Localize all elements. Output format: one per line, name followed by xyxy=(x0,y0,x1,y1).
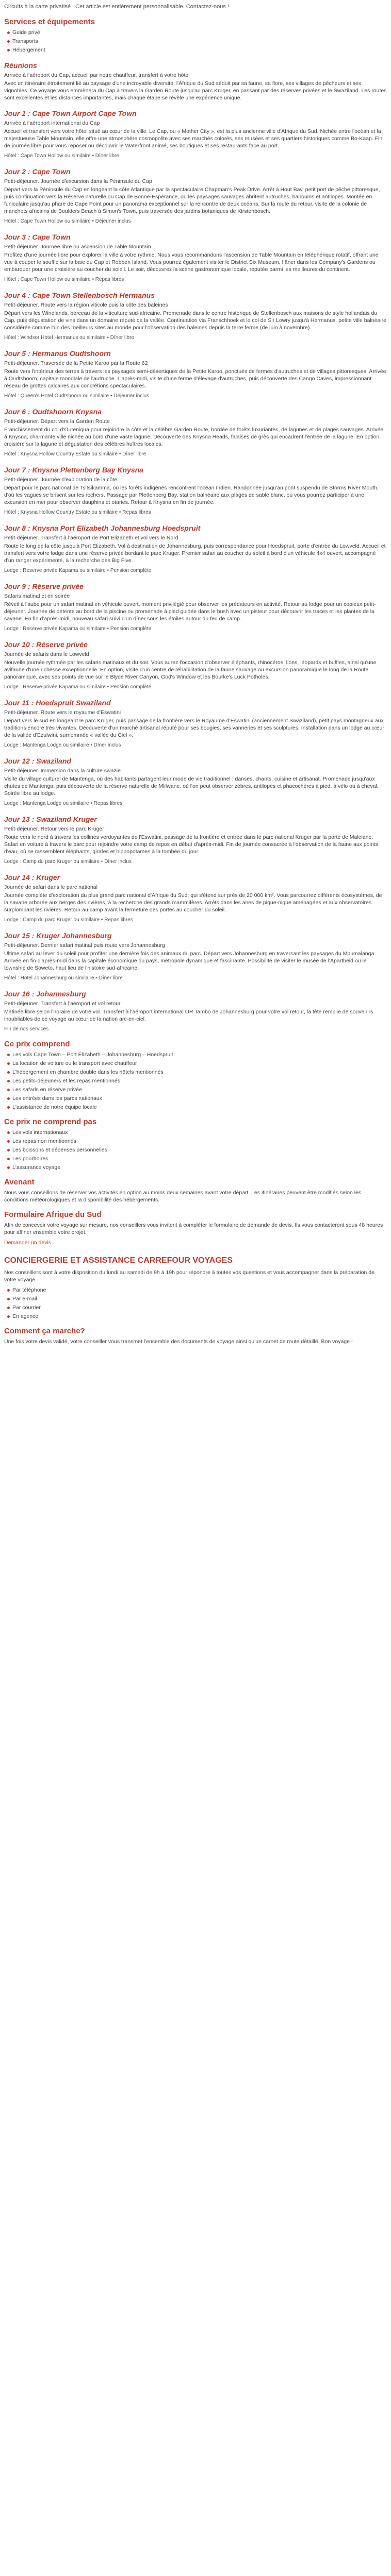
list-item: Les repas non mentionnés xyxy=(6,1138,387,1145)
day-route: Petit-déjeuner. Transfert à l'aéroport et vol retour xyxy=(4,1001,121,1007)
day-accommodation: Hôtel : Cape Town Hollow ou similaire • Repas libres xyxy=(4,277,124,282)
form-text: Afin de concevoir votre voyage sur mesure, nos conseillers vous invitent à compléter le formulaire de demande de devis. Ils vous contacteront sous 48 heures pour affiner ensemble votre projet. xyxy=(4,1222,383,1235)
day-route: Safaris matinal et en soirée xyxy=(4,593,70,599)
day-title: Jour 2 : Cape Town xyxy=(4,167,71,176)
day-accommodation: Hôtel : Knysna Hollow Country Estate ou similaire • Dîner libre xyxy=(4,451,146,457)
day-route: Petit-déjeuner. Transfert à l'aéroport de Port Elizabeth et vol vers le Nord xyxy=(4,535,178,541)
day-route: Petit-déjeuner. Dernier safari matinal puis route vers Johannesburg xyxy=(4,942,165,948)
day-description: Départ vers les Winelands, berceau de la viticulture sud-africaine. Promenade dans le centre historique de Stellenbosch aux maisons de style hollandais du Cap, puis dégustation de vins dans un domaine réputé de la vallée. Continuation via Franschhoek et le col de Sir Lowry jusqu'à Hermanus, petite ville balnéaire considérée comme l'un des meilleurs sites au monde pour l'observation des baleines depuis la terre ferme (de juin à novembre). xyxy=(4,310,386,331)
list-item: L'hébergement en chambre double dans les hôtels mentionnés xyxy=(6,1069,387,1076)
closing-title: Comment ça marche? xyxy=(4,1327,85,1335)
list-item: Les entrées dans les parcs nationaux xyxy=(6,1095,387,1102)
list-item: Par courrier xyxy=(6,1304,387,1311)
day-description: Profitez d'une journée libre pour explorer la ville à votre rythme. Nous vous recommandons l'ascension de Table Mountain en téléphérique rotatif, offrant une vue à couper le souffle sur la baie du Cap et Robben Island. Vous pourrez également visiter le District Six Museum, flâner dans les Company's Gardens ou embarquer pour une croisière au coucher du soleil. Le soir, découvrez la scène gastronomique locale, réputée parmi les meilleures du continent. xyxy=(4,252,379,273)
day-title: Jour 14 : Kruger xyxy=(4,873,60,882)
day-title: Jour 10 : Réserve privée xyxy=(4,640,88,649)
day-accommodation: Lodge : Reserve privée Kapama ou similaire • Pension complète xyxy=(4,626,152,632)
day-route: Petit-déjeuner. Journée d'exploration de la côte xyxy=(4,477,118,483)
notice-title: Avenant xyxy=(4,1178,35,1187)
day-title: Jour 16 : Johannesburg xyxy=(4,990,86,998)
day-accommodation: Hôtel : Cape Town Hollow ou similaire • Déjeuner inclus xyxy=(4,218,131,224)
list-item: Par e-mail xyxy=(6,1295,387,1302)
closing-text: Une fois votre devis validé, votre conseiller vous transmet l'ensemble des documents de voyage ainsi qu'un carnet de route détaillé. Bon voyage ! xyxy=(4,1338,353,1345)
day-description: Nouvelle journée rythmée par les safaris matinaux et du soir. Vous aurez l'occasion d'observer éléphants, rhinocéros, lions, léopards et buffles, ainsi qu'une avifaune d'une richesse exceptionnelle. En option, visite d'un centre de réhabilitation de la faune sauvage ou excursion panoramique le long de la Route panoramique, avec ses points de vue sur le Blyde River Canyon, God's Window et les Bourke's Luck Potholes. xyxy=(4,659,377,680)
day-route: Journée de safaris dans le Lowveld xyxy=(4,651,89,657)
day-title: Jour 15 : Kruger Johannesburg xyxy=(4,931,112,940)
day-title: Jour 7 : Knysna Plettenberg Bay Knysna xyxy=(4,466,143,474)
day-description: Route le long de la côte jusqu'à Port Elizabeth. Vol à destination de Johannesburg, puis correspondance pour Hoedspruit, porte d'entrée du Lowveld. Accueil et transfert vers votre lodge dans une réserve privée bordant le parc Kruger. Premier safari au coucher du soleil à bord d'un véhicule 4x4 ouvert, accompagné d'un ranger expérimenté, à la recherche des Big Five. xyxy=(4,543,386,564)
day-description: Route vers l'intérieur des terres à travers les paysages semi-désertiques de la Petite Karoo, ponctués de fermes d'autruches et de villages pittoresques. Arrivée à Oudtshoorn, capitale mondiale de l'autruche. L'après-midi, visite d'une ferme d'élevage d'autruches, puis découverte des Cango Caves, impressionnant réseau de grottes calcaires aux concrétions spectaculaires. xyxy=(4,368,386,389)
day-description: Départ pour le parc national de Tsitsikamma, où les forêts indigènes rencontrent l'océan Indien. Randonnée jusqu'au pont suspendu de Storms River Mouth, d'où les vagues se brisent sur les rochers. Passage par Plettenberg Bay, station balnéaire aux plages de sable blanc, où vous pourrez participer à une excursion en mer pour observer dauphins et otaries. Retour à Knysna en fin de journée. xyxy=(4,485,379,505)
list-item: Hébergement xyxy=(6,46,387,54)
day-route: Petit-déjeuner. Retour vers le parc Kruger xyxy=(4,826,104,832)
day-title: Jour 9 : Réserve privée xyxy=(4,582,84,590)
list-item: L'assistance de notre équipe locale xyxy=(6,1104,387,1111)
day-accommodation: Lodge : Camp du parc Kruger ou similaire • Repas libres xyxy=(4,917,133,923)
day-route: Petit-déjeuner. Immersion dans la culture swazie xyxy=(4,768,121,774)
list-item: L'assurance voyage xyxy=(6,1164,387,1171)
day-description: Visite du village culturel de Mantenga, où des habitants partagent leur mode de vie traditionnel : danses, chants, cuisine et artisanat. Promenade jusqu'aux chutes de Mantenga, puis découverte de la réserve naturelle de Mlilwane, où l'on peut observer zèbres, antilopes et phacochères à pied, à vélo ou à cheval. Soirée libre au lodge. xyxy=(4,776,379,796)
list-item: Par téléphone xyxy=(6,1286,387,1294)
contact-list xyxy=(6,1286,387,1320)
list-item: Guide privé xyxy=(6,29,387,36)
day-accommodation: Lodge : Reserve privée Kapama ou similaire • Pension complète xyxy=(4,568,152,573)
list-item: Les vols Cape Town – Port Elizabeth – Johannesburg – Hoedspruit xyxy=(6,1051,387,1058)
services-list xyxy=(6,29,387,54)
notice-text: Nous vous conseillons de réserver vos activités en option au moins deux semaines avant votre départ. Les itinéraires peuvent être modifiés selon les conditions météorologiques et la disponibilité des hébergements. xyxy=(4,1190,362,1203)
day-accommodation: Hôtel : Windsor Hotel Hermanus ou similaire • Dîner libre xyxy=(4,335,134,341)
day-accommodation: Lodge : Mantenga Lodge ou similaire • Repas libres xyxy=(4,801,123,806)
list-item: Les petits-déjeuners et les repas mentionnés xyxy=(6,1077,387,1084)
day-title: Jour 12 : Swaziland xyxy=(4,757,71,765)
day-accommodation: Hôtel : Knysna Hollow Country Estate ou similaire • Repas libres xyxy=(4,510,151,515)
arrival-line: Arrivée à l'aéroport du Cap, accueil par notre chauffeur, transfert à votre hôtel xyxy=(4,72,190,78)
day-title: Jour 5 : Hermanus Oudtshoorn xyxy=(4,349,111,358)
form-title: Formulaire Afrique du Sud xyxy=(4,1210,102,1219)
day-route: Arrivée à l'aéroport international du Cap xyxy=(4,120,100,126)
excluded-list xyxy=(6,1129,387,1171)
day-accommodation: Hôtel : Cape Town Hollow ou similaire • Dîner libre xyxy=(4,153,119,159)
day-description: Route vers le nord à travers les collines verdoyantes de l'Eswatini, passage de la frontière et entrée dans le parc national Kruger par la porte de Malelane. Safari en voiture à travers le parc pour rejoindre votre camp de repos en début d'après-midi. Fin de journée consacrée à l'observation de la faune aux points d'eau, où se rassemblent éléphants, girafes et hippopotames à la tombée du jour. xyxy=(4,834,378,855)
day-accommodation: Hôtel : Hotel Johannesburg ou similaire • Dîner libre xyxy=(4,975,123,981)
contact-text: Nos conseillers sont à votre disposition du lundi au samedi de 9h à 19h pour répondre à toutes vos questions et vous accompagner dans la préparation de votre voyage. xyxy=(4,1269,374,1283)
day-title: Jour 4 : Cape Town Stellenbosch Hermanus xyxy=(4,291,155,299)
day-title: Jour 8 : Knysna Port Elizabeth Johannesburg Hoedspruit xyxy=(4,524,201,532)
day-description: Journée complète d'exploration du plus grand parc national d'Afrique du Sud, qui s'étend sur près de 20 000 km². Vous parcourrez différents écosystèmes, de la savane arborée aux berges des rivières, à la recherche des grands mammifères. Arrêts dans les aires de pique-nique aménagées et aux observatoires surplombant les rivières. Retour au camp avant la fermeture des portes au coucher du soleil. xyxy=(4,892,382,913)
list-item: Transports xyxy=(6,38,387,45)
day-description: Matinée libre selon l'horaire de votre vol. Transfert à l'aéroport international OR Tambo de Johannesburg pour votre vol retour, la tête remplie de souvenirs inoubliables de ce voyage au cœur de la nation arc-en-ciel. xyxy=(4,1009,373,1022)
day-title: Jour 13 : Swaziland Kruger xyxy=(4,815,97,823)
day-accommodation: Lodge : Mantenga Lodge ou similaire • Dîner inclus xyxy=(4,742,121,748)
day-route: Petit-déjeuner. Journée d'excursion dans la Péninsule du Cap xyxy=(4,178,152,184)
day-description: Accueil et transfert vers votre hôtel situé au cœur de la ville. Le Cap, ou « Mother City », est la plus ancienne ville d'Afrique du Sud. Nichée entre l'océan et la majestueuse Table Mountain, elle offre une atmosphère cosmopolite avec ses marchés colorés, ses musées et ses quartiers historiques comme Bo-Kaap. Fin de journée libre pour vous reposer ou découvrir le Waterfront animé, ses boutiques et ses restaurants face au port. xyxy=(4,128,383,149)
day-description: Ultime safari au lever du soleil pour profiter une dernière fois des animaux du parc. Départ vers Johannesburg en traversant les paysages du Mpumalanga. Arrivée en fin d'après-midi dans la capitale économique du pays, métropole dynamique et fascinante. Possibilité de visiter le musée de l'Apartheid ou le township de Soweto, haut lieu de l'histoire sud-africaine. xyxy=(4,951,376,971)
included-title: Ce prix comprend xyxy=(4,1040,70,1048)
day-route: Petit-déjeuner. Traversée de la Petite Karoo par la Route 62 xyxy=(4,360,148,366)
contact-heading: CONCIERGERIE ET ASSISTANCE CARREFOUR VOYAGES xyxy=(4,1256,233,1265)
list-item: En agence xyxy=(6,1313,387,1320)
arrival-title: Réunions xyxy=(4,61,37,70)
excluded-title: Ce prix ne comprend pas xyxy=(4,1117,97,1126)
day-title: Jour 1 : Cape Town Airport Cape Town xyxy=(4,109,137,117)
list-item: Les vols internationaux xyxy=(6,1129,387,1136)
itinerary xyxy=(4,109,387,1033)
day-accommodation: Fin de nos services xyxy=(4,1026,49,1032)
list-item: Les pourboires xyxy=(6,1155,387,1162)
day-route: Petit-déjeuner. Départ vers la Garden Route xyxy=(4,418,110,425)
intro-text: Circuits à la carte privatisé : Cet article est entièrement personnalisable. Contactez-nous ! xyxy=(4,4,229,10)
day-description: Départ vers le sud en longeant le parc Kruger, puis passage de la frontière vers le Royaume d'Eswatini (anciennement Swaziland), petit pays montagneux aux traditions encore très vivantes. Découverte d'un marché artisanal réputé pour ses bougies, ses vanneries et ses sculptures. Installation dans un lodge au cœur de la vallée d'Ezulwini, surnommée « vallée du Ciel ». xyxy=(4,718,384,738)
arrival-paragraph: Avec un itinéraire étroitement lié au paysage d'une incroyable diversité, l'Afrique du Sud séduit par sa faune, sa flore, ses villages de pêcheurs et ses vignobles. Ce voyage vous emmènera du Cap à travers la Garden Route jusqu'au parc Kruger, en passant par des réserves privées et le Swaziland. Les routes sont excellentes et les distances importantes, mais chaque étape se révèle une expérience unique. xyxy=(4,80,387,101)
list-item: Les safaris en réserve privée xyxy=(6,1086,387,1093)
day-title: Jour 3 : Cape Town xyxy=(4,233,71,241)
day-accommodation: Lodge : Camp du parc Kruger ou similaire • Dîner inclus xyxy=(4,859,132,865)
day-description: Franchissement du col d'Outeniqua pour rejoindre la côte et la célèbre Garden Route, bordée de forêts luxuriantes, de lagunes et de plages sauvages. Arrivée à Knysna, charmante ville nichée au bord d'une vaste lagune. Découverte des Knysna Heads, falaises de grès qui encadrent l'entrée de la lagune. En option, croisière sur la lagune et dégustation des célèbres huîtres locales. xyxy=(4,427,384,447)
day-title: Jour 6 : Oudtshoorn Knysna xyxy=(4,408,102,416)
day-title: Jour 11 : Hoedspruit Swaziland xyxy=(4,699,111,707)
day-route: Petit-déjeuner. Route vers la région viticole puis la côte des baleines xyxy=(4,302,168,308)
included-list xyxy=(6,1051,387,1111)
quote-link[interactable]: Demander un devis xyxy=(4,1240,52,1246)
day-description: Départ vers la Péninsule du Cap en longeant la côte Atlantique par la spectaculaire Chapman's Peak Drive. Arrêt à Hout Bay, petit port de pêche pittoresque, puis continuation vers la Réserve naturelle du Cap de Bonne-Espérance, où les paysages sauvages abritent autruches, babouins et antilopes. Montée en funiculaire jusqu'au phare de Cape Point pour un panorama exceptionnel sur la rencontre de deux océans. Sur la route du retour, visite de la colonie de manchots africains de Boulders Beach à Simon's Town, puis traversée des jardins botaniques de Kirstenbosch. xyxy=(4,187,380,214)
day-route: Petit-déjeuner. Journée libre ou ascension de Table Mountain xyxy=(4,244,151,250)
day-accommodation: Lodge : Reserve privée Kapama ou similaire • Pension complète xyxy=(4,684,152,690)
day-description: Réveil à l'aube pour un safari matinal en véhicule ouvert, moment privilégié pour observer les prédateurs en activité. Retour au lodge pour un copieux petit-déjeuner. Journée de détente au bord de la piscine ou promenade à pied guidée dans le bush avec un pisteur pour découvrir les traces et les plantes de la savane. En fin d'après-midi, nouveau safari suivi d'un dîner sous les étoiles autour du feu de camp. xyxy=(4,601,376,622)
list-item: La location de voiture ou le transport avec chauffeur xyxy=(6,1060,387,1067)
day-route: Journée de safari dans le parc national xyxy=(4,884,97,890)
day-route: Petit-déjeuner. Route vers le royaume d'Eswatini xyxy=(4,709,121,716)
list-item: Les boissons et dépenses personnelles xyxy=(6,1146,387,1154)
day-accommodation: Hôtel : Queen's Hotel Oudtshoorn ou similaire • Déjeuner inclus xyxy=(4,393,150,399)
services-title: Services et équipements xyxy=(4,18,95,26)
